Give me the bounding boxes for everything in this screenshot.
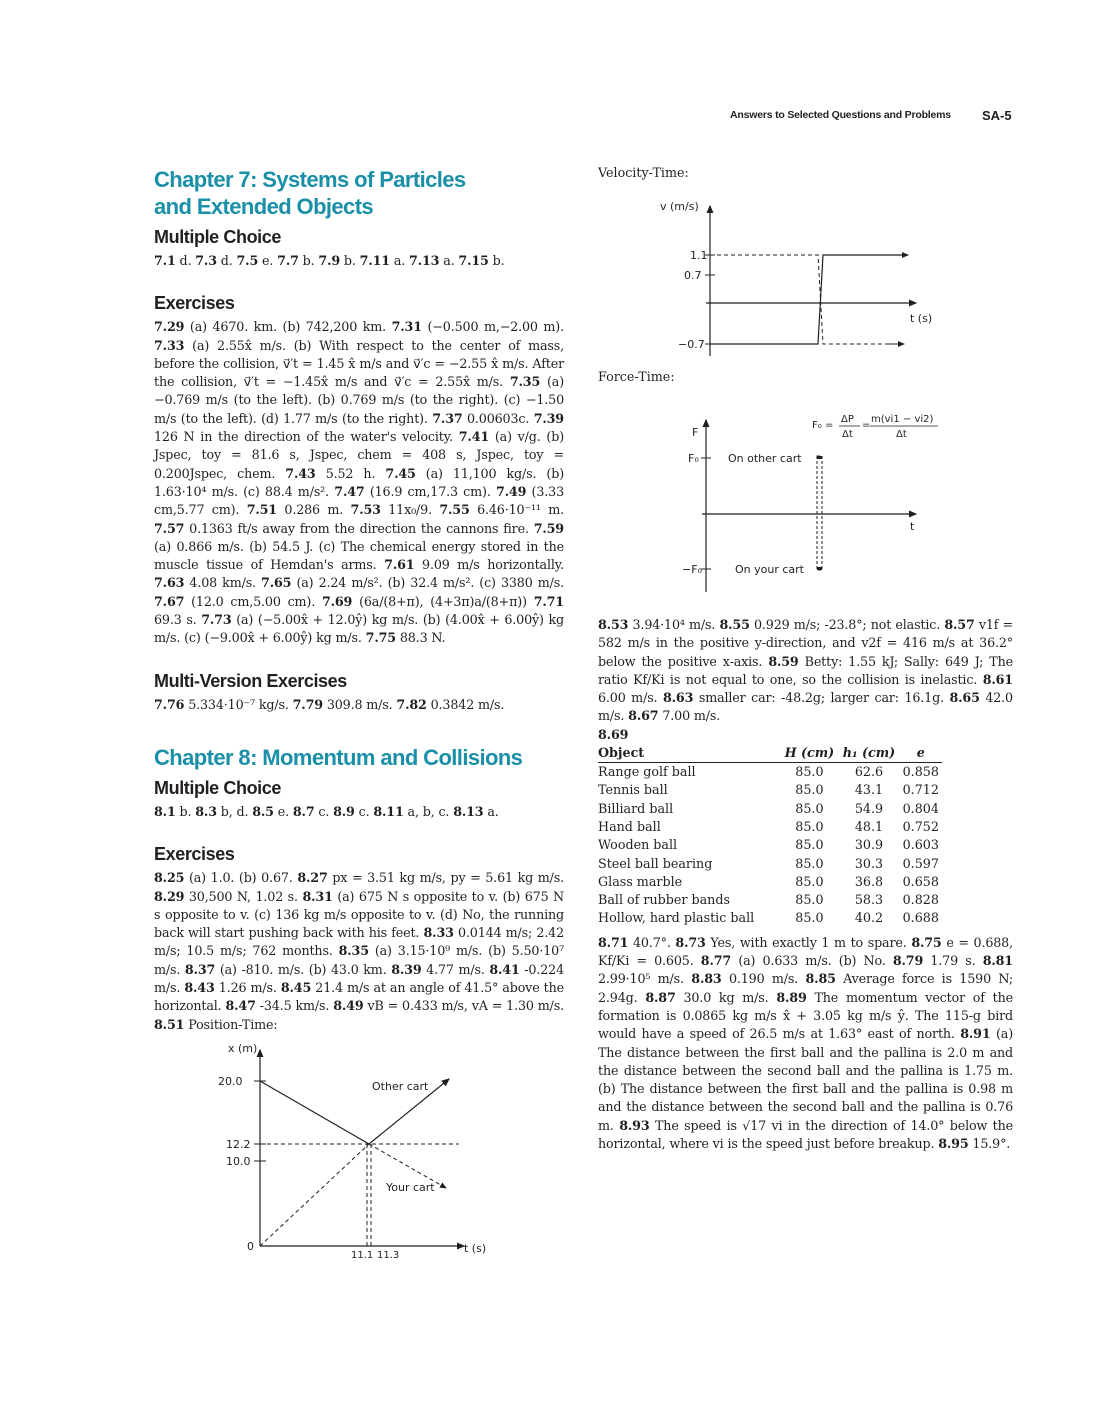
force-time-chart (598, 392, 943, 592)
answer-text: e. (258, 253, 278, 268)
table-cell: 0.752 (902, 818, 939, 834)
table-cell: 85.0 (795, 892, 824, 908)
answer-number: 8.57 (944, 617, 975, 632)
svg-text:Δt: Δt (842, 429, 853, 440)
answer-number: 8.29 (154, 888, 185, 904)
answer-text: 21.4 m/s at an angle of 41.5° above the horizontal. (154, 980, 564, 1014)
answer-number: 8.31 (302, 888, 333, 904)
running-title: Answers to Selected Questions and Problems (730, 109, 951, 121)
right-column (598, 164, 1013, 1153)
answer-number: 7.76 (154, 696, 185, 712)
ch8-mc-heading: Multiple Choice (154, 777, 282, 798)
table-row (598, 891, 942, 909)
col-H: H (cm) (780, 744, 838, 763)
answer-number: 7.75 (365, 630, 396, 646)
answer-number: 7.61 (384, 557, 415, 573)
answer-number: 7.13 (409, 253, 440, 268)
svg-text:v (m/s): v (m/s) (660, 200, 699, 213)
ch8-exercise-answers (154, 869, 564, 1034)
answer-text: 30.0 kg m/s. (675, 989, 777, 1005)
answer-text: d. (175, 253, 196, 268)
answer-number: 7.3 (195, 253, 217, 268)
answer-number: 7.43 (285, 465, 316, 481)
table-cell: 54.9 (854, 800, 884, 816)
table-label: 8.69 (598, 726, 629, 742)
answer-number: 8.3 (195, 803, 217, 819)
answer-text: (−0.500 m,−2.00 m). (421, 319, 564, 335)
answer-text: e. (273, 803, 293, 819)
answer-number: 7.47 (334, 483, 365, 499)
table-cell: 36.8 (854, 873, 884, 889)
table-cell: 0.603 (902, 837, 939, 853)
ch8-exercises-heading: Exercises (154, 844, 235, 865)
answer-text: c. (354, 803, 374, 819)
answer-number: 7.73 (201, 612, 232, 628)
answer-text: (a) 0.866 m/s. (b) 54.5 J. (c) The chemical energy stored in the muscle tissue of Hemdan's arms. (154, 538, 564, 573)
table-cell: Hollow, hard plastic ball (598, 910, 755, 926)
answer-number: 8.89 (776, 989, 807, 1005)
answer-text: (a) 0.633 m/s. (b) No. (731, 953, 893, 969)
answer-number: 8.91 (960, 1026, 991, 1042)
answer-text: 5.334·10⁻⁷ kg/s. (184, 696, 293, 712)
table-cell: 0.828 (902, 892, 939, 908)
left-column (154, 166, 564, 1258)
answer-text: b. (488, 253, 505, 268)
chapter-7-title: Chapter 7: Systems of Particles and Extended Objects (154, 167, 466, 219)
answer-number: 8.1 (154, 803, 176, 819)
svg-text:12.2: 12.2 (226, 1137, 251, 1151)
svg-text:t: t (910, 520, 915, 533)
answer-text: Betty: 1.55 kJ; Sally: 649 J; The ratio Kf/Ki is not equal to one, so the collision is inelastic. (598, 653, 1014, 687)
answer-number: 8.81 (982, 953, 1013, 969)
svg-text:1.1: 1.1 (690, 249, 708, 262)
answer-number: 8.75 (911, 934, 942, 950)
answer-text: 0.929 m/s; -23.8°; not elastic. (749, 617, 945, 632)
answer-text: 88.3 N. (395, 630, 446, 646)
col-h1: h₁ (cm) (838, 744, 899, 763)
svg-text:On your cart: On your cart (735, 563, 804, 576)
svg-text:0.7: 0.7 (684, 269, 702, 282)
page-number: SA-5 (982, 108, 1012, 123)
answer-text: -0.224 m/s. (154, 961, 564, 996)
table-row (598, 855, 942, 873)
answer-number: 7.9 (318, 253, 341, 268)
table-cell: 0.658 (902, 873, 939, 889)
answer-text: 7.00 m/s. (658, 708, 721, 724)
answer-number: 8.77 (700, 953, 732, 969)
svg-text:F: F (692, 426, 699, 439)
answer-text: 4.77 m/s. (421, 961, 490, 977)
answer-number: 7.71 (533, 593, 564, 609)
answer-number: 8.63 (662, 690, 694, 706)
table-cell: 48.1 (854, 818, 884, 834)
table-cell: 85.0 (795, 764, 824, 780)
answer-number: 8.35 (338, 943, 369, 959)
svg-text:ΔP: ΔP (841, 414, 854, 425)
svg-text:On other cart: On other cart (728, 452, 802, 465)
col-e: e (900, 744, 942, 763)
table-cell: 0.712 (902, 782, 939, 798)
answer-text: vB = 0.433 m/s, vA = 1.30 m/s. (363, 998, 564, 1014)
svg-text:F₀: F₀ (688, 452, 699, 465)
ch7-exercise-answers (154, 318, 564, 647)
answer-number: 7.35 (509, 374, 541, 390)
answer-text: 0.0144 m/s; 2.42 m/s; 10.5 m/s; 762 months. (154, 925, 564, 959)
ch7-mc-answers (154, 252, 564, 270)
answer-text: 6.00 m/s. (598, 690, 663, 706)
answer-text: 6.46·10⁻¹¹ m. (469, 502, 565, 518)
answer-number: 8.43 (184, 980, 215, 996)
answer-number: 7.67 (154, 593, 185, 609)
answer-text: c. (314, 803, 334, 819)
answer-text: 126 N in the direction of the water's velocity. (154, 429, 459, 445)
svg-text:Δt: Δt (896, 429, 907, 440)
answer-text: 2.99·10⁵ m/s. (598, 971, 692, 987)
table-row (598, 836, 942, 854)
answer-number: 7.49 (495, 483, 527, 499)
velocity-time-chart (598, 188, 943, 358)
table-cell: Tennis ball (598, 782, 668, 798)
answer-number: 8.85 (805, 971, 836, 987)
answer-text: Yes, with exactly 1 m to spare. (705, 934, 912, 950)
table-row (598, 763, 942, 782)
table-cell: 85.0 (795, 782, 824, 798)
answer-text: (16.9 cm,17.3 cm). (364, 483, 496, 499)
answer-text: (a) 11,100 kg/s. (b) 1.63·10⁴ m/s. (c) 88.4 m/s². (154, 465, 564, 499)
answer-text: (a) 1.0. (b) 0.67. (184, 870, 298, 886)
col-object: Object (598, 744, 780, 763)
answer-text: 9.09 m/s horizontally. (414, 557, 565, 573)
answer-text: 0.00603c. (462, 410, 534, 426)
answer-text: Position-Time: (184, 1016, 278, 1032)
svg-text:=: = (862, 420, 871, 431)
answer-text: (a) (−5.00x̂ + 12.0ŷ) kg m/s. (b) (4.00x̂ + 6.00ŷ) kg m/s. (c) (−9.00x̂ + 6.00ŷ) kg m/s. (154, 612, 564, 646)
chapter-8-title: Chapter 8: Momentum and Collisions (154, 744, 523, 770)
answer-text: 1.79 s. (923, 953, 983, 969)
answer-text: Average force is 1590 N; 2.94g. (598, 971, 1013, 1005)
answer-text: 4.08 km/s. (184, 575, 262, 591)
answer-number: 7.51 (246, 502, 277, 518)
answer-number: 8.67 (628, 708, 659, 724)
answer-text: 69.3 s. (154, 612, 202, 628)
answer-number: 8.49 (333, 998, 364, 1014)
answer-text: (a) The distance between the first ball and the pallina is 2.0 m and the distance between the second ball and the pallina is 1.75 m. (b) The distance between the first ball and the pallina is 0.98 m and the distance between the second ball and the pallina is 0.76 m. (598, 1026, 1013, 1133)
ch7-exercises-heading: Exercises (154, 293, 235, 314)
table-cell: 85.0 (795, 873, 824, 889)
answer-text: (a) 675 N s opposite to v. (b) 675 N s opposite to v. (c) 136 kg m/s opposite to v. (d) No, the running back will start pushing back with his feet. (154, 888, 565, 941)
answer-number: 8.51 (154, 1016, 185, 1032)
table-header-row (598, 744, 942, 763)
answer-number: 8.61 (982, 671, 1013, 687)
answer-number: 7.59 (533, 520, 564, 536)
table-cell: 85.0 (795, 818, 824, 834)
answer-number: 8.37 (184, 961, 216, 977)
table-cell: 0.597 (902, 855, 939, 871)
answer-number: 7.33 (154, 337, 185, 353)
table-row (598, 800, 942, 818)
answer-text: a, b, c. (403, 803, 454, 819)
answer-number: 8.5 (252, 803, 274, 819)
answer-number: 7.7 (277, 253, 299, 268)
answer-number: 7.1 (154, 253, 176, 268)
table-cell: Ball of rubber bands (598, 892, 730, 908)
table-cell: 85.0 (795, 910, 824, 926)
answer-number: 7.41 (458, 429, 490, 445)
table-cell: 85.0 (795, 837, 824, 853)
answer-text: 40.7°. (628, 934, 676, 950)
answer-text: (6a/(8+π), (4+3π)a/(8+π)) (352, 593, 534, 609)
answer-number: 8.59 (768, 653, 799, 669)
answer-number: 8.71 (598, 934, 629, 950)
table-cell: 0.804 (902, 800, 939, 816)
answer-text: -34.5 km/s. (255, 998, 334, 1014)
answer-text: 15.9°. (968, 1136, 1011, 1152)
table-cell: Hand ball (598, 818, 661, 834)
answer-text: d. (216, 253, 237, 268)
answer-number: 7.63 (154, 575, 185, 591)
answer-number: 7.65 (261, 575, 292, 591)
answer-text: (12.0 cm,5.00 cm). (184, 593, 322, 609)
ch7-multiversion-answers (154, 696, 564, 714)
table-row (598, 818, 942, 836)
answer-number: 8.13 (453, 803, 484, 819)
answer-text: (a) -810. m/s. (b) 43.0 km. (215, 961, 392, 977)
answer-number: 8.87 (645, 989, 676, 1005)
table-cell: 40.2 (854, 910, 884, 926)
answer-text: 5.52 h. (315, 465, 386, 481)
answer-text: (3.33 cm,5.77 cm). (154, 483, 564, 518)
answer-number: 7.15 (458, 253, 489, 268)
answer-text: (a) 3.15·10⁹ m/s. (b) 5.50·10⁷ m/s. (154, 943, 564, 977)
table-cell: Glass marble (598, 873, 683, 889)
svg-text:Other cart: Other cart (372, 1079, 429, 1093)
svg-text:−F₀: −F₀ (682, 563, 702, 576)
svg-text:t (s): t (s) (910, 312, 933, 325)
answer-number: 8.93 (619, 1117, 650, 1133)
ch8-mc-answers (154, 803, 564, 821)
ch7-multiversion-heading: Multi-Version Exercises (154, 670, 347, 691)
answer-text: 3.94·10⁴ m/s. (628, 617, 720, 632)
table-cell: 85.0 (795, 800, 824, 816)
answer-text: 42.0 m/s. (598, 690, 1013, 724)
svg-text:t (s): t (s) (464, 1241, 487, 1255)
answer-text: b. (175, 803, 196, 819)
answer-number: 8.47 (225, 998, 256, 1014)
svg-text:20.0: 20.0 (218, 1074, 243, 1088)
answer-text: 11x₀/9. (380, 502, 440, 518)
answer-text: 0.286 m. (277, 502, 351, 518)
velocity-time-label: Velocity-Time: (598, 165, 689, 180)
answer-text: a. (389, 253, 410, 268)
answer-number: 7.57 (154, 520, 185, 536)
svg-text:10.0: 10.0 (226, 1154, 251, 1168)
answer-number: 7.11 (359, 253, 390, 268)
answer-number: 8.9 (333, 803, 355, 819)
table-row (598, 909, 942, 927)
answer-number: 8.95 (938, 1136, 969, 1152)
table-cell: Wooden ball (598, 837, 678, 853)
answer-number: 7.69 (321, 593, 353, 609)
table-cell: 0.688 (902, 910, 939, 926)
table-row (598, 781, 942, 799)
answer-text: v1f = 582 m/s in the positive y-direction, and v2f = 416 m/s at 36.2° below the positive x-axis. (598, 617, 1013, 669)
answer-number: 7.37 (432, 410, 463, 426)
answer-text: b. (298, 253, 319, 268)
answer-text: (a) 4670. km. (b) 742,200 km. (184, 319, 392, 335)
answer-text: smaller car: -48.2g; larger car: 16.1g. (693, 690, 950, 706)
svg-text:m(vi1 − vi2): m(vi1 − vi2) (871, 414, 934, 425)
table-cell: 30.3 (854, 855, 884, 871)
answer-number: 7.45 (385, 465, 416, 481)
svg-text:−0.7: −0.7 (678, 338, 705, 351)
answer-number: 8.73 (675, 934, 706, 950)
answer-number: 7.82 (396, 696, 427, 712)
svg-text:x (m): x (m) (228, 1041, 258, 1055)
answer-number: 8.39 (391, 961, 422, 977)
answer-number: 7.39 (533, 410, 564, 426)
answer-text: 0.190 m/s. (721, 971, 806, 987)
answer-number: 8.25 (154, 870, 185, 886)
table-cell: 85.0 (795, 855, 824, 871)
answer-text: 309.8 m/s. (322, 696, 397, 712)
table-cell: 30.9 (854, 837, 884, 853)
answer-text: The momentum vector of the formation is 0.0865 kg m/s x̂ + 3.05 kg m/s ŷ. The 115-g bird would have a speed of 26.5 m/s at 1.63° east of north. (598, 989, 1013, 1042)
table-cell: 0.858 (902, 764, 939, 780)
ch7-mc-heading: Multiple Choice (154, 227, 282, 247)
answer-number: 8.33 (423, 925, 454, 941)
answer-text: b, d. (216, 803, 253, 819)
table-cell: 43.1 (854, 782, 884, 798)
table-cell: Billiard ball (598, 800, 674, 816)
coefficient-of-restitution-table (598, 744, 942, 928)
answer-number: 7.79 (292, 696, 323, 712)
answer-number: 8.11 (373, 803, 404, 819)
answer-number: 7.5 (236, 253, 259, 268)
answer-text: e = 0.688, Kf/Ki = 0.605. (598, 934, 1013, 969)
answer-number: 8.27 (297, 870, 328, 886)
table-cell: Steel ball bearing (598, 855, 713, 871)
answer-text: The speed is √17 vi in the direction of 14.0° below the horizontal, where vi is the speed just before breakup. (598, 1117, 1013, 1152)
answer-number: 7.29 (154, 319, 185, 335)
force-time-label: Force-Time: (598, 369, 675, 384)
svg-text:11.1: 11.1 (351, 1249, 374, 1258)
answer-number: 8.65 (949, 690, 980, 706)
table-row (598, 873, 942, 891)
answer-number: 7.53 (350, 502, 381, 518)
answer-number: 8.83 (691, 971, 722, 987)
answer-text: (a) 2.55x̂ m/s. (b) With respect to the center of mass, before the collision, v⃗′t = 1.45 x̂ m/s and v⃗′c = −2.55 x̂ m/s. After the collision, v⃗′t = −1.45x̂ m/s and v⃗′c = 2.55x̂ m/s. (154, 337, 564, 390)
answer-text: a. (483, 803, 499, 819)
answer-number: 7.31 (391, 319, 422, 335)
answer-number: 8.41 (489, 961, 520, 977)
ch8-exercise-answers-right (598, 616, 1013, 726)
answer-text: 0.1363 ft/s away from the direction the cannons fire. (184, 520, 534, 536)
table-cell: 58.3 (854, 892, 884, 908)
table-cell: Range golf ball (598, 764, 696, 780)
answer-number: 8.55 (719, 617, 750, 632)
answer-number: 8.7 (292, 803, 315, 819)
answer-text: 0.3842 m/s. (426, 696, 505, 712)
position-time-chart (214, 1038, 564, 1258)
answer-text: (a) −0.769 m/s (to the left). (b) 0.769 m/s (to the right). (c) −1.50 m/s (to the left). (d) 1.77 m/s (to the right). (154, 374, 564, 426)
answer-number: 8.79 (892, 953, 924, 969)
answer-number: 8.53 (598, 617, 629, 632)
answer-number: 8.45 (280, 980, 312, 996)
ch8-exercise-answers-tail (598, 934, 1013, 1154)
answer-text: 30,500 N, 1.02 s. (184, 888, 303, 904)
answer-text: (a) v/g. (b) Jspec, toy = 81.6 s, Jspec, chem = 408 s, Jspec, toy = 0.200Jspec, chem. (154, 429, 565, 481)
answer-text: px = 3.51 kg m/s, py = 5.61 kg m/s. (327, 870, 564, 886)
answer-number: 7.55 (439, 502, 470, 518)
svg-text:11.3: 11.3 (377, 1249, 400, 1258)
svg-text:Your cart: Your cart (386, 1180, 435, 1194)
svg-text:F₀ =: F₀ = (812, 420, 834, 431)
answer-text: 1.26 m/s. (214, 980, 281, 996)
answer-text: b. (340, 253, 360, 268)
svg-text:0: 0 (247, 1239, 254, 1253)
answer-text: (a) 2.24 m/s². (b) 32.4 m/s². (c) 3380 m/s. (291, 575, 564, 591)
answer-text: a. (439, 253, 459, 268)
table-cell: 62.6 (854, 764, 884, 780)
